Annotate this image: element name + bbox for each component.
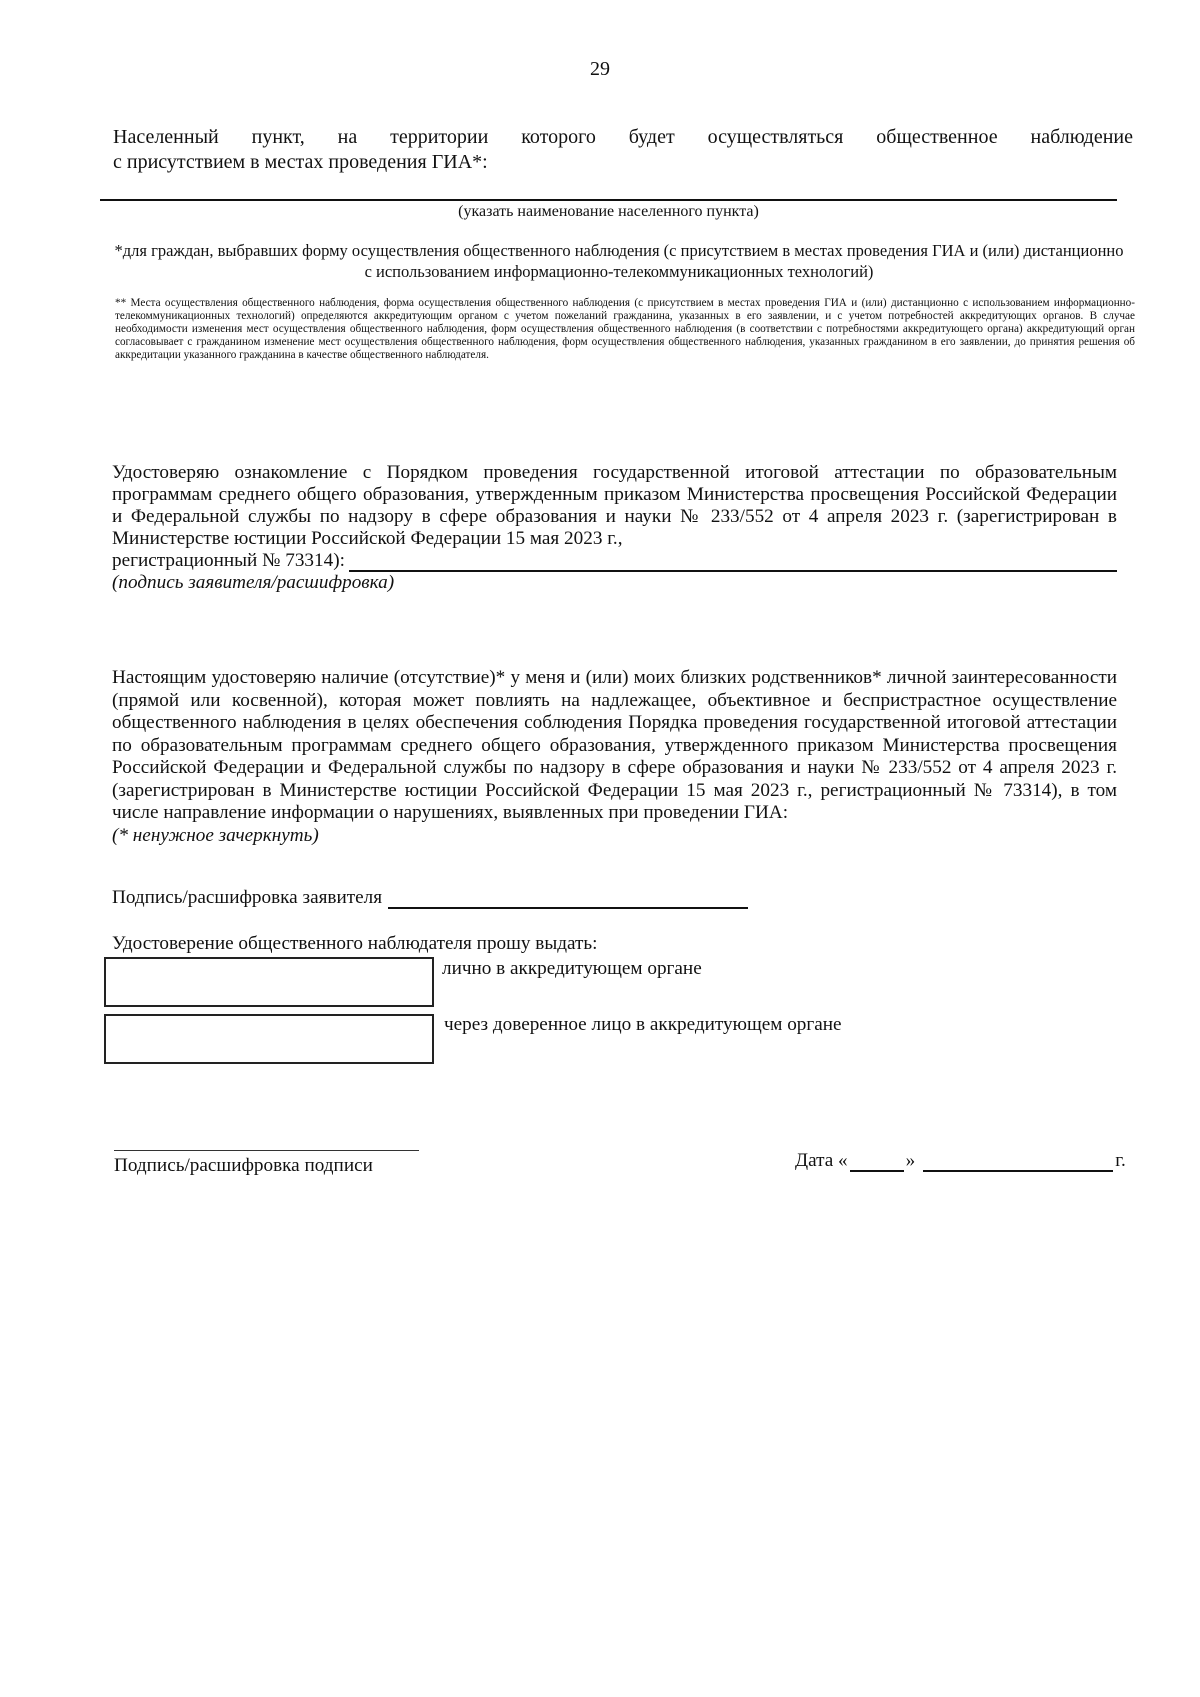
settlement-paragraph [113, 125, 1133, 175]
settlement-line-2: с присутствием в местах проведения ГИА*: [113, 151, 488, 173]
applicant-signature-line[interactable] [388, 889, 748, 909]
date-prefix: Дата « [795, 1150, 848, 1171]
settlement-input-line[interactable] [100, 199, 1117, 201]
applicant-signature-label: Подпись/расшифровка заявителя [112, 887, 383, 908]
form-footnote-1: *для граждан, выбравших форму осуществления общественного наблюдения (с присутствием в местах проведения ГИА и (или) дистанционно с использованием информационно-телекоммуникационных технологий) [114, 241, 1124, 281]
date-day-field[interactable] [850, 1152, 904, 1172]
issue-option-2-label: через доверенное лицо в аккредитующем органе [444, 1014, 842, 1035]
settlement-caption: (указать наименование населенного пункта) [458, 203, 759, 220]
interest-note: (* ненужное зачеркнуть) [112, 824, 319, 846]
familiarization-reg-number: регистрационный № 73314): [112, 550, 345, 571]
familiarization-signature-line[interactable] [349, 553, 1117, 572]
settlement-line-1: Населенный пункт, на территории которого будет осуществляться общественное наблюдение [113, 126, 1133, 148]
issue-label: Удостоверение общественного наблюдателя прошу выдать: [112, 933, 598, 954]
familiarization-paragraph [112, 462, 1117, 594]
issue-option-2-checkbox[interactable] [104, 1014, 434, 1064]
issue-option-1-checkbox[interactable] [104, 957, 434, 1007]
date-mid: » [905, 1150, 916, 1171]
interest-text: Настоящим удостоверяю наличие (отсутствие)* у меня и (или) моих близких родственников* личной заинтересованности (прямой или косвенной), которая может повлиять на надлежащее, объективное и беспристрастное осуществление общественного наблюдения в целях обеспечения соблюдения Порядка проведения государственной итоговой аттестации по образовательным программам среднего общего образования, утвержденного приказом Министерства просвещения Российской Федерации и Федеральной службы по надзору в сфере образования и науки № 233/552 от 4 апреля 2023 г. (зарегистрирован в Министерстве юстиции Российской Федерации 15 мая 2023 г., регистрационный № 73314), в том числе направление информации о нарушениях, выявленных при проведении ГИА: [112, 667, 1117, 823]
form-footnote-2: ** Места осуществления общественного наблюдения, форма осуществления общественного наблюдения (с присутствием в местах проведения ГИА и (или) дистанционно с использованием информационно-телекоммуникационных технологий) определяются аккредитующим органом с учетом пожеланий гражданина, указанных в его заявлении, и с учетом потребностей аккредитующих органов. В случае необходимости изменения мест осуществления общественного наблюдения, форм осуществления общественного наблюдения (в соответствии с потребностями аккредитующего органа) аккредитующий орган согласовывает с гражданином изменение мест осуществления общественного наблюдения, форм осуществления общественного наблюдения, указанных гражданином в его заявлении, до принятия решения об аккредитации указанного гражданина в качестве общественного наблюдателя. [115, 297, 1135, 361]
final-signature-label: Подпись/расшифровка подписи [114, 1155, 373, 1176]
date-month-year-field[interactable] [923, 1152, 1113, 1172]
familiarization-caption: (подпись заявителя/расшифровка) [112, 572, 395, 593]
applicant-signature-row [112, 887, 748, 909]
final-signature-line[interactable] [114, 1150, 419, 1151]
issue-option-1-label: лично в аккредитующем органе [442, 958, 702, 979]
page-number: 29 [590, 58, 610, 80]
date-suffix: г. [1115, 1150, 1126, 1171]
date-row [795, 1150, 1126, 1172]
interest-paragraph [112, 667, 1117, 847]
familiarization-text: Удостоверяю ознакомление с Порядком проведения государственной итоговой аттестации по образовательным программам среднего общего образования, утвержденным приказом Министерства просвещения Российской Федерации и Федеральной службы по надзору в сфере образования и науки № 233/552 от 4 апреля 2023 г. (зарегистрирован в Министерстве юстиции Российской Федерации 15 мая 2023 г., [112, 462, 1117, 549]
